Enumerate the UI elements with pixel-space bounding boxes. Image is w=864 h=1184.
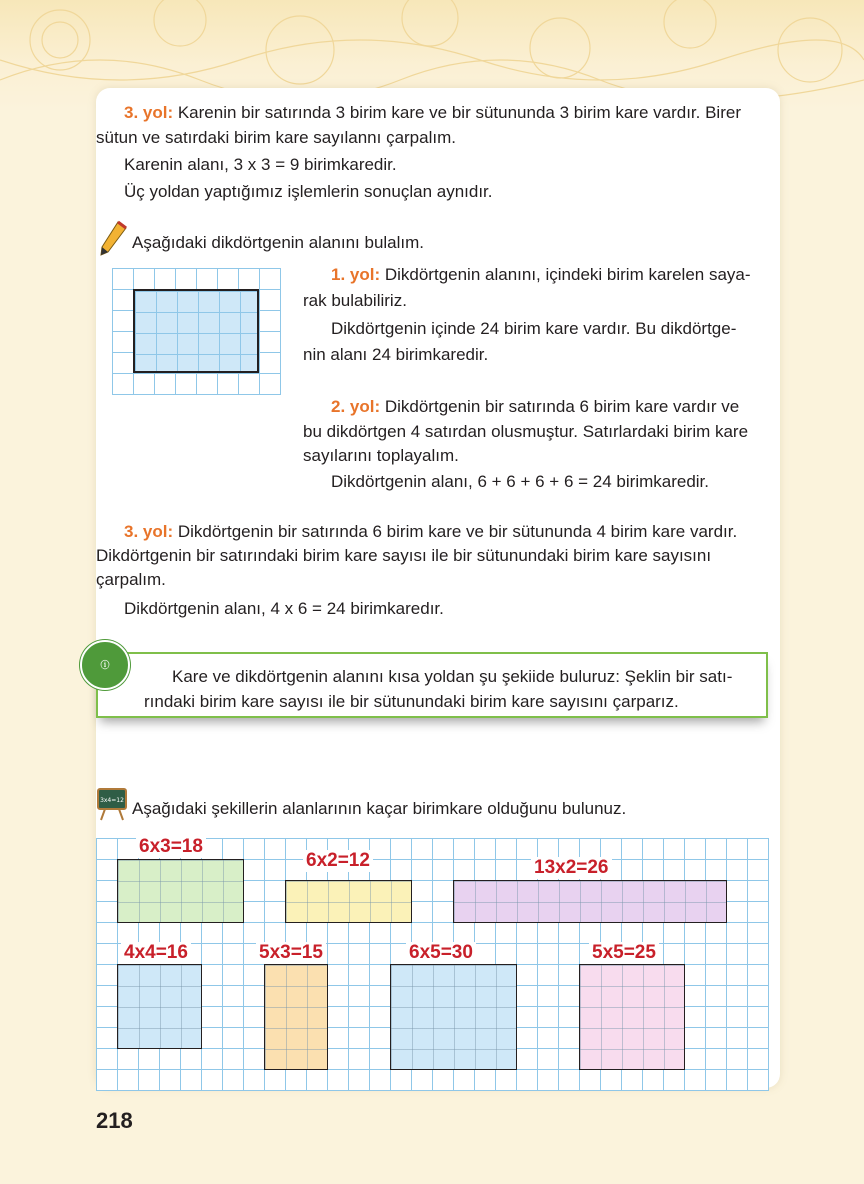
way1-line3: Dikdörtgenin içinde 24 birim kare vardır. Bu dikdörtge-	[331, 319, 737, 338]
exercise-prompt: Aşağıdaki şekillerin alanlarının kaçar birimkare olduğunu bulunuz.	[132, 799, 627, 818]
page-number: 218	[96, 1108, 133, 1133]
way3-line2: sütun ve satırdaki birim kare sayılannı çarpalım.	[96, 128, 456, 147]
shape-pink	[579, 964, 685, 1070]
answer-4: 4x4=16	[121, 942, 191, 964]
answer-6: 6x5=30	[406, 942, 476, 964]
example-rectangle	[133, 289, 259, 373]
shape-blue-large	[390, 964, 517, 1070]
answer-7: 5x5=25	[589, 942, 659, 964]
task-prompt: Aşağıdaki dikdörtgenin alanını bulalım.	[132, 233, 425, 252]
way1-label: 1. yol:	[331, 265, 381, 284]
way3b-line3: çarpalım.	[96, 570, 166, 589]
pencil-icon	[98, 220, 128, 258]
square-area-line: Karenin alanı, 3 x 3 = 9 birimkaredir.	[124, 155, 397, 174]
chalkboard-icon	[97, 787, 127, 821]
way3b-line1: 3. yol: Dikdörtgenin bir satırında 6 birim kare ve bir sütununda 4 birim kare vardır.	[124, 522, 738, 541]
answer-2: 6x2=12	[303, 850, 373, 872]
way2-line2: bu dikdörtgen 4 satırdan olusmuştur. Satırlardaki birim kare	[303, 422, 749, 441]
info-badge-icon: ⓘ	[80, 640, 130, 690]
shape-blue-small	[117, 964, 202, 1049]
way3-line1: 3. yol: Karenin bir satırında 3 birim kare ve bir sütununda 3 birim kare vardır. Birer	[124, 103, 741, 122]
way3-label: 3. yol:	[124, 103, 174, 122]
way3b-line2: Dikdörtgenin bir satırındaki birim kare sayısı ile bir sütunundaki birim kare sayısını	[96, 546, 712, 565]
way2-line3: sayılarını toplayalım.	[303, 446, 459, 465]
result-line: Üç yoldan yaptığımız işlemlerin sonuçlan aynıdır.	[124, 182, 493, 201]
way2-line4: Dikdörtgenin alanı, 6 + 6 + 6 + 6 = 24 birimkaredir.	[331, 472, 710, 491]
note-line1: Kare ve dikdörtgenin alanını kısa yoldan şu şekiide buluruz: Şeklin bir satı-	[172, 667, 733, 686]
way3b-label: 3. yol:	[124, 522, 174, 541]
answer-1: 6x3=18	[136, 836, 206, 858]
answer-5: 5x3=15	[256, 942, 326, 964]
way1-line4: nin alanı 24 birimkaredir.	[303, 345, 489, 364]
note-line2: rındaki birim kare sayısı ile bir sütunundaki birim kare sayısını çarparız.	[144, 692, 679, 711]
way3b-line4: Dikdörtgenin alanı, 4 x 6 = 24 birimkaredır.	[124, 599, 444, 618]
shape-green	[117, 859, 244, 923]
way1-line1: 1. yol: Dikdörtgenin alanını, içindeki birim karelen saya-	[331, 265, 751, 284]
shape-orange	[264, 964, 328, 1070]
shape-yellow	[285, 880, 412, 923]
way1-line2: rak bulabiliriz.	[303, 291, 407, 310]
answer-3: 13x2=26	[531, 857, 612, 879]
shape-purple	[453, 880, 727, 923]
way2-line1: 2. yol: Dikdörtgenin bir satırında 6 birim kare vardır ve	[331, 397, 740, 416]
way2-label: 2. yol:	[331, 397, 381, 416]
board-text: 3x4=12	[100, 797, 124, 804]
